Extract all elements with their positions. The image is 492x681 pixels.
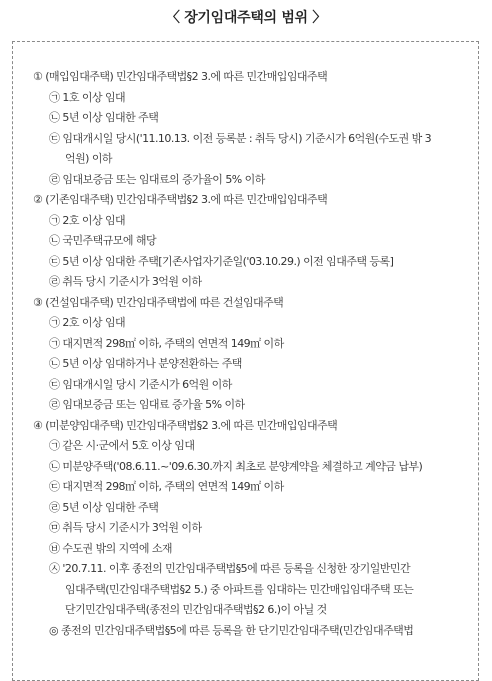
item-3-condition: ㉠ 대지면적 298㎡ 이하, 주택의 연면적 149㎡ 이하	[49, 336, 284, 350]
rental-housing-scope-list	[33, 67, 483, 641]
item-4-condition: ㉢ 대지면적 298㎡ 이하, 주택의 연면적 149㎡ 이하	[49, 480, 284, 493]
item-2-heading: ② (기존임대주택) 민간임대주택법§2 3.에 따른 민간매입임대주택	[33, 193, 328, 206]
item-3-condition: ㉢ 임대개시일 당시 기준시가 6억원 이하	[49, 377, 232, 391]
item-3-heading: ③ (건설임대주택) 민간임대주택법에 따른 건설임대주택	[33, 295, 284, 309]
item-2-condition: ㉠ 2호 이상 임대	[49, 213, 126, 227]
item-1-heading: ① (매입임대주택) 민간임대주택법§2 3.에 따른 민간매입임대주택	[33, 70, 328, 83]
page-title: 〈 장기임대주택의 범위 〉	[165, 10, 327, 26]
item-3-condition: ㉡ 5년 이상 임대하거나 분양전환하는 주택	[49, 357, 242, 370]
item-2-condition: ㉣ 취득 당시 기준시가 3억원 이하	[49, 275, 202, 288]
item-1-condition-continued: 억원) 이하	[65, 152, 112, 165]
item-2-condition: ㉡ 국민주택규모에 해당	[49, 234, 157, 247]
item-4-condition: ㉦ '20.7.11. 이후 종전의 민간임대주택법§5에 따른 등록을 신청한 장기일반민간	[49, 562, 411, 575]
item-1-condition: ㉣ 임대보증금 또는 임대료의 증가율이 5% 이하	[49, 172, 265, 186]
item-4-condition: ㉥ 수도권 밖의 지역에 소재	[49, 541, 172, 555]
item-4-condition: ㉣ 5년 이상 임대한 주택	[49, 500, 159, 514]
item-1-condition: ㉡ 5년 이상 임대한 주택	[49, 111, 159, 124]
item-1-condition: ㉢ 임대개시일 당시('11.10.13. 이전 등록분 : 취득 당시) 기준시가 6억원(수도권 밖 3	[49, 131, 432, 145]
item-3-condition: ㉠ 2호 이상 임대	[49, 316, 126, 329]
item-4-condition: ㉠ 같은 시·군에서 5호 이상 임대	[49, 439, 195, 452]
item-4-heading: ④ (미분양임대주택) 민간임대주택법§2 3.에 따른 민간매입임대주택	[33, 418, 338, 432]
item-1-condition: ㉠ 1호 이상 임대	[49, 90, 126, 104]
item-4-condition: ㉤ 취득 당시 기준시가 3억원 이하	[49, 521, 202, 534]
item-2-condition: ㉢ 5년 이상 임대한 주택[기존사업자기준일('03.10.29.) 이전 임대주택 등록]	[49, 254, 394, 268]
item-4-condition-continued: 단기민간임대주택(종전의 민간임대주택법§2 6.)이 아닐 것	[65, 603, 327, 616]
item-4-condition: ㉡ 미분양주택('08.6.11.~'09.6.30.까지 최초로 분양계약을 체결하고 계약금 납부)	[49, 459, 423, 473]
item-3-condition: ㉣ 임대보증금 또는 임대료 증가율 5% 이하	[49, 398, 245, 411]
item-4-condition-continued: 임대주택(민간임대주택법§2 5.) 중 아파트를 임대하는 민간매입임대주택 또는	[65, 582, 414, 596]
item-4-condition: ◎ 종전의 민간임대주택법§5에 따른 등록을 한 단기민간임대주택(민간임대주택법	[49, 623, 414, 637]
